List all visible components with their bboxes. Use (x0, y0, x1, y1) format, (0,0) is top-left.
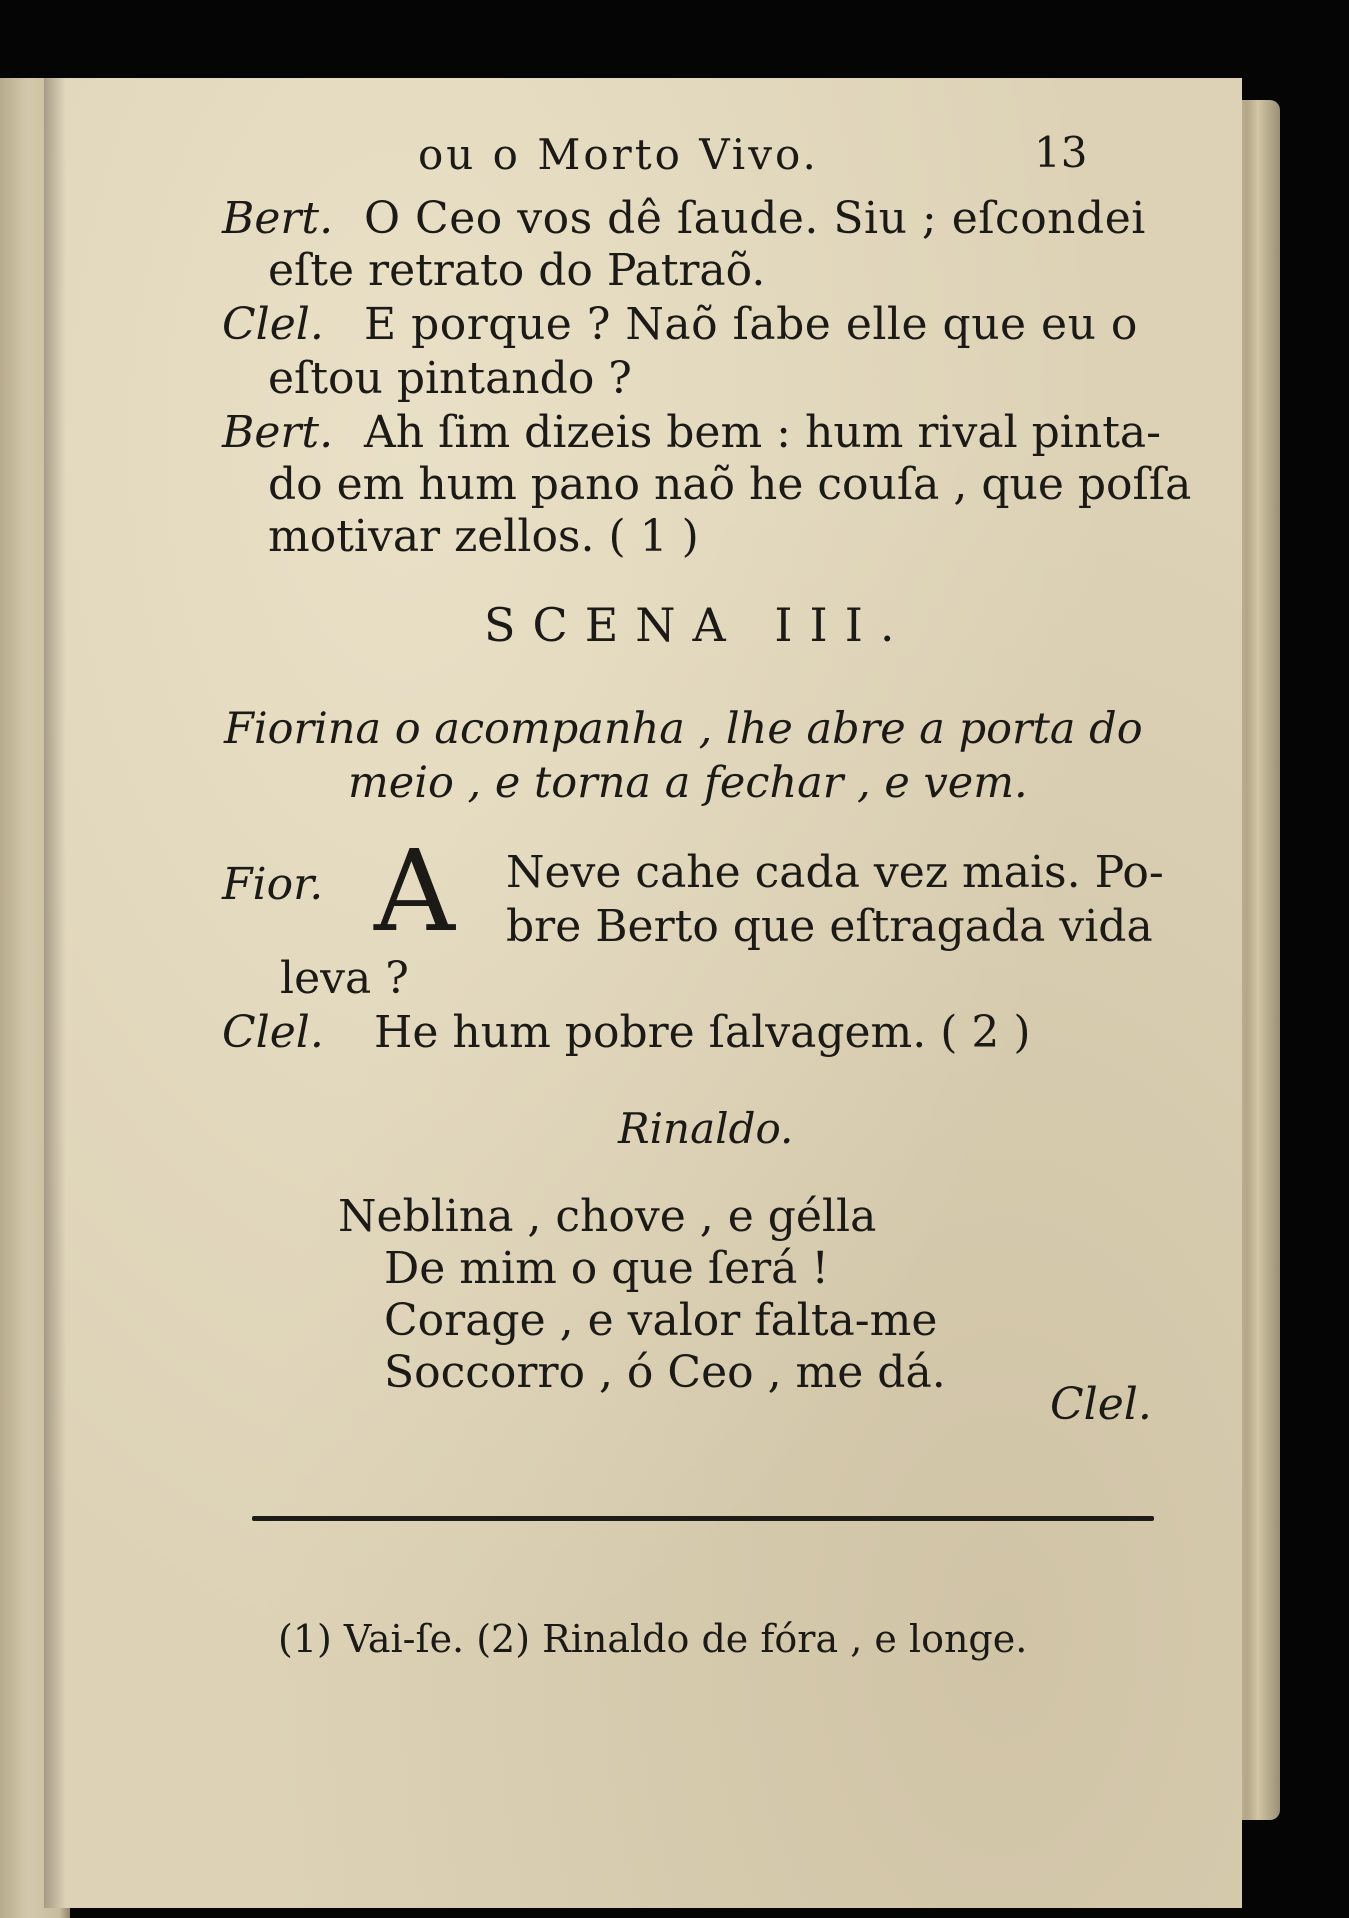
book-page (44, 78, 1242, 1908)
page-gutter-shadow (44, 78, 66, 1908)
verse-line: De mim o que ſerá ! (384, 1243, 830, 1294)
speech-line: He hum pobre ſalvagem. ( 2 ) (374, 1007, 1031, 1058)
page-number: 13 (1034, 128, 1088, 177)
verse-line: Soccorro , ó Ceo , me dá. (384, 1347, 946, 1398)
speaker-label: Clel. (222, 1007, 324, 1058)
verse-line: Neblina , chove , e gélla (338, 1191, 877, 1242)
catchword: Clel. (1050, 1379, 1152, 1430)
speech-line: eſte retrato do Patraõ. (268, 245, 766, 296)
stage-direction: Fiorina o acompanha , lhe abre a porta do (224, 704, 1143, 754)
speech-line: Ah ſim dizeis bem : hum rival pinta- (364, 407, 1161, 458)
speaker-label: Fior. (222, 859, 324, 910)
footnotes: (1) Vai-ſe. (2) Rinaldo de fóra , e longe. (278, 1617, 1028, 1661)
stage-direction: meio , e torna a fechar , e vem. (348, 758, 1028, 808)
singer-label: Rinaldo. (618, 1104, 794, 1153)
speech-line: do em hum pano naõ he couſa , que poſſa (268, 459, 1192, 510)
running-title: ou o Morto Vivo. (418, 130, 819, 179)
scene-title: SCENA III. (484, 598, 912, 652)
verse-line: Corage , e valor falta-me (384, 1295, 938, 1346)
speaker-label: Bert. (222, 407, 334, 458)
speech-line: bre Berto que eſtragada vida (506, 901, 1153, 952)
footnote-rule (252, 1516, 1154, 1521)
speech-line: E porque ? Naõ ſabe elle que eu o (364, 299, 1138, 350)
drop-cap: A (374, 827, 455, 957)
speech-line: Neve cahe cada vez mais. Po- (506, 847, 1164, 898)
speech-line: eſtou pintando ? (268, 353, 632, 404)
speech-line: O Ceo vos dê ſaude. Siu ; eſcondei (364, 193, 1146, 244)
speech-line: motivar zellos. ( 1 ) (268, 511, 699, 562)
speaker-label: Bert. (222, 193, 334, 244)
speaker-label: Clel. (222, 299, 324, 350)
speech-line: leva ? (280, 953, 409, 1004)
